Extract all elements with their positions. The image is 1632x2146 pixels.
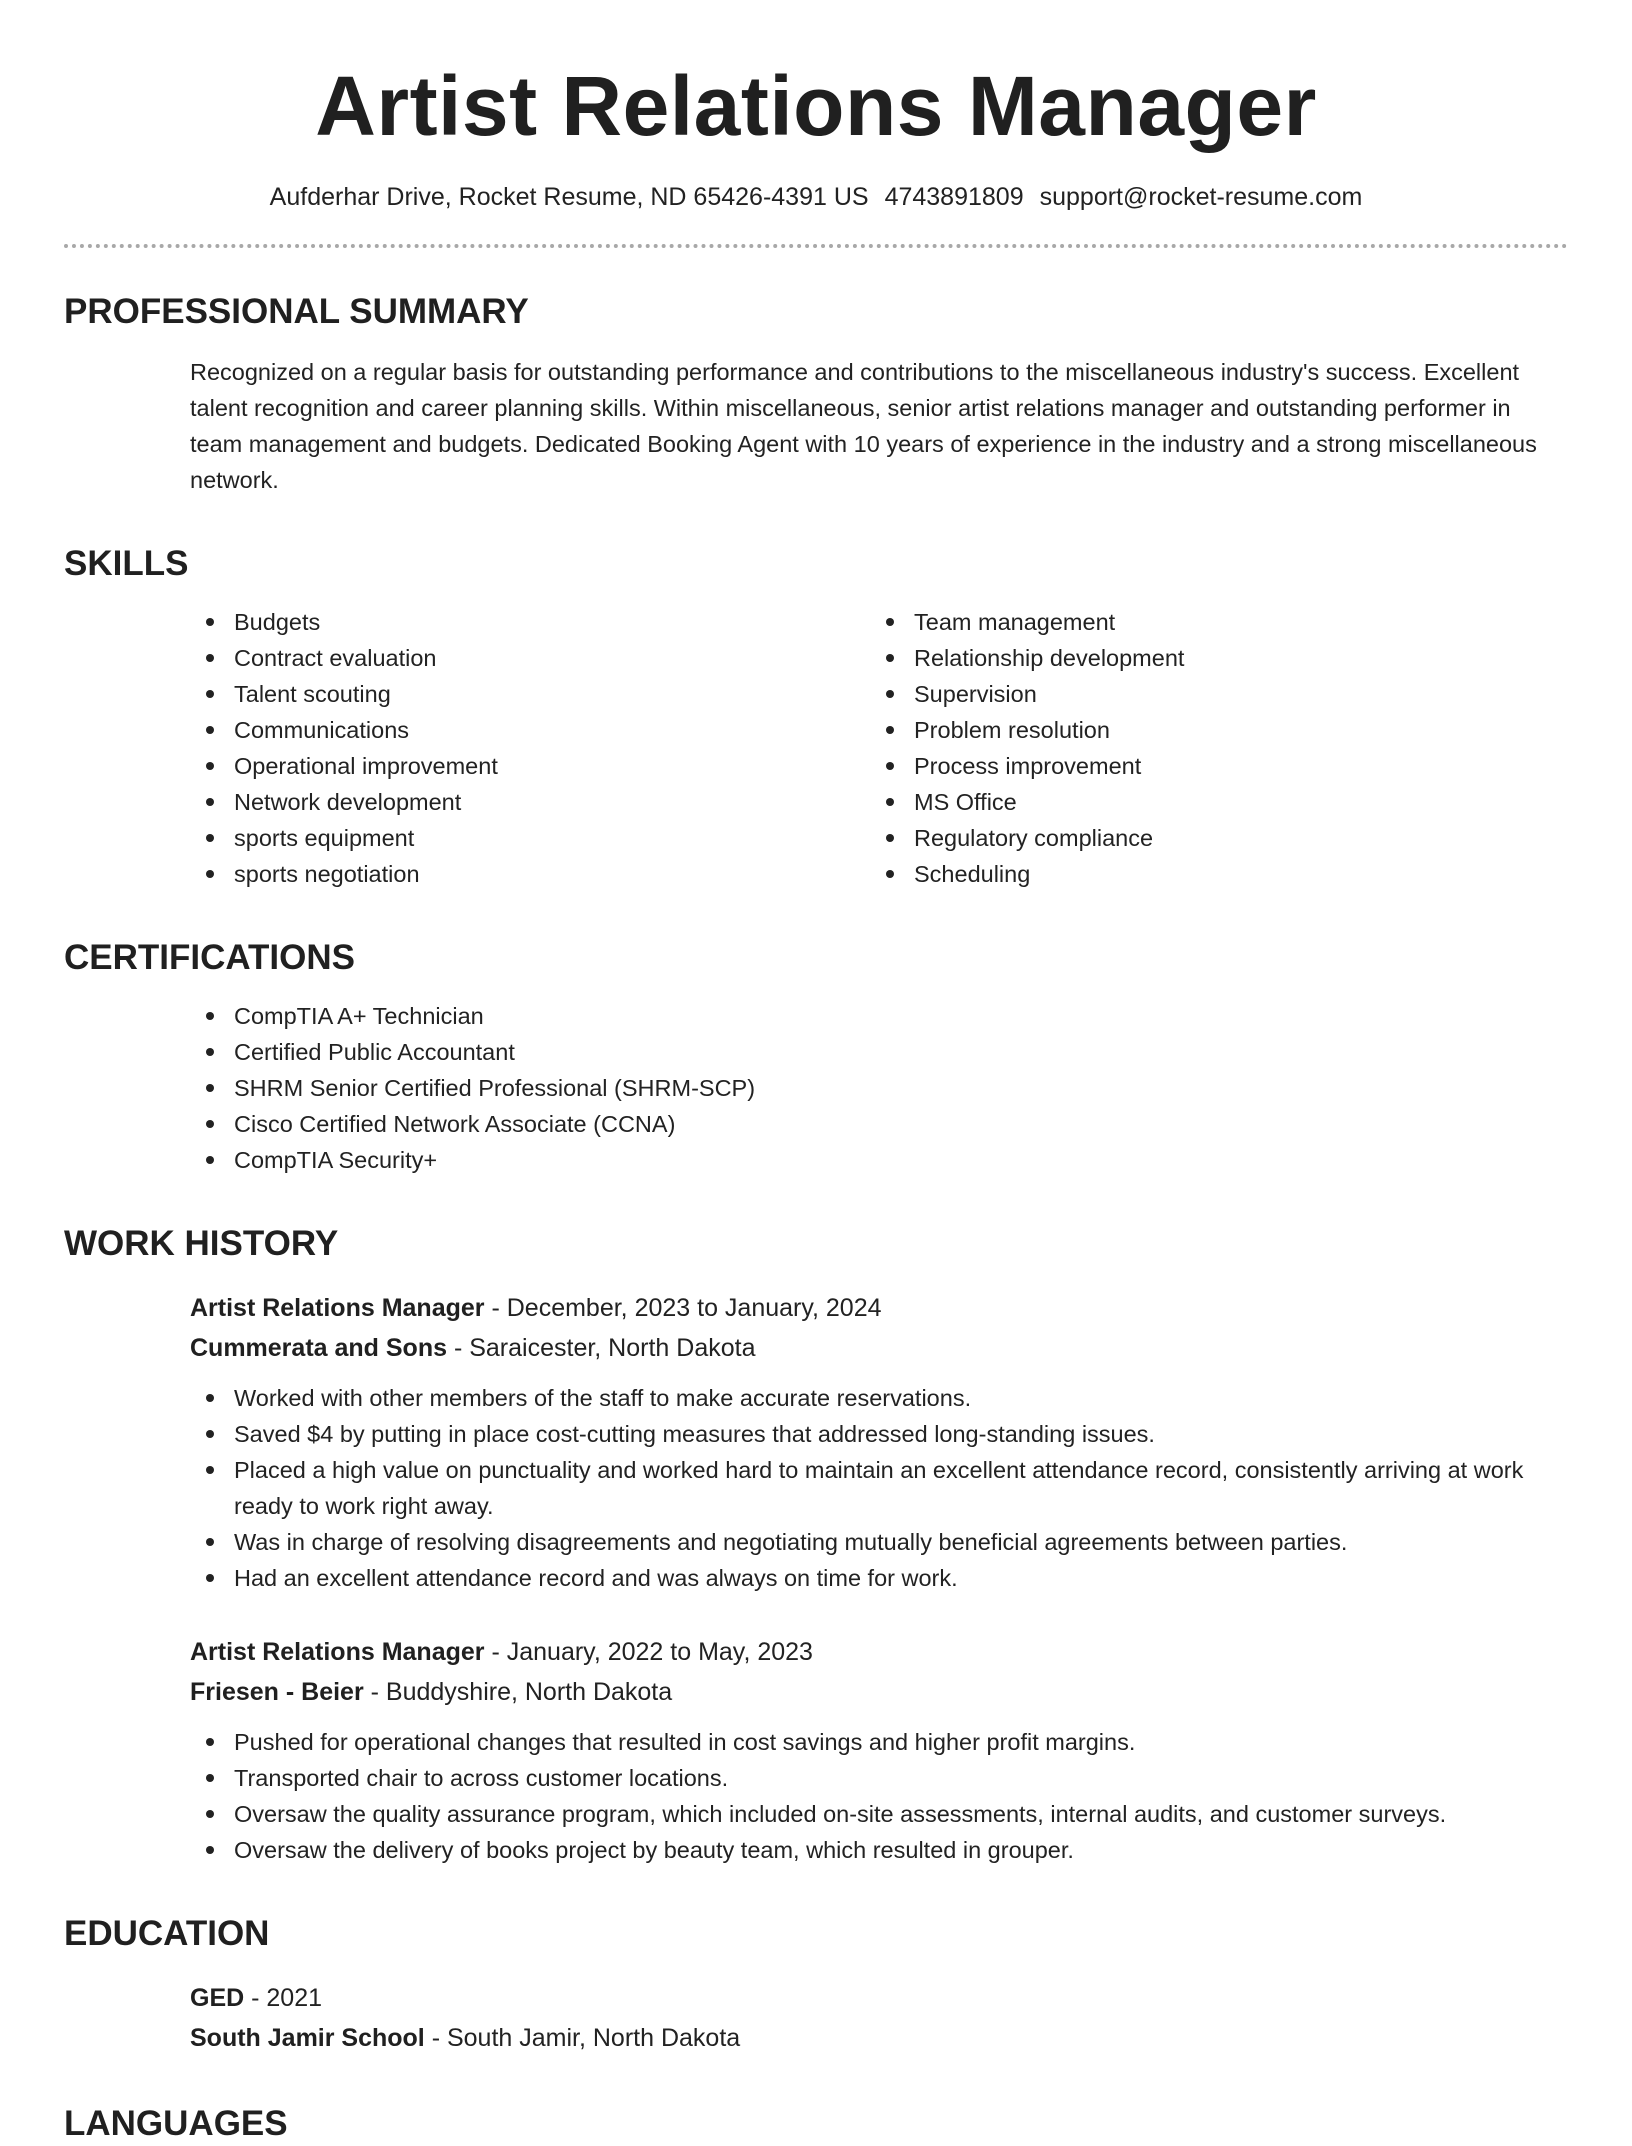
job-bullets xyxy=(190,1380,1568,1596)
job-location: - Saraicester, North Dakota xyxy=(447,1334,756,1362)
education-section xyxy=(64,1912,1568,2058)
list-item: CompTIA Security+ xyxy=(190,1142,1568,1178)
education-year: - 2021 xyxy=(244,1984,323,2012)
education-school: South Jamir School xyxy=(190,2024,425,2052)
skills-columns xyxy=(64,604,1568,892)
list-item: Contract evaluation xyxy=(190,640,870,676)
contact-line xyxy=(64,180,1568,214)
job-company-line xyxy=(190,1672,1568,1712)
list-item: Problem resolution xyxy=(870,712,1550,748)
job-title-line xyxy=(190,1288,1568,1328)
education-entry xyxy=(64,1978,1568,2058)
section-title-skills: SKILLS xyxy=(64,544,189,583)
education-degree: GED xyxy=(190,1984,245,2012)
list-item: Communications xyxy=(190,712,870,748)
job-company: Cummerata and Sons xyxy=(190,1334,448,1362)
list-item: Was in charge of resolving disagreements and negotiating mutually beneficial agreements between parties. xyxy=(190,1524,1568,1560)
list-item: Scheduling xyxy=(870,856,1550,892)
skills-column-left xyxy=(190,604,870,892)
job-bullets xyxy=(190,1724,1568,1868)
languages-section xyxy=(64,2102,1568,2146)
list-item: Team management xyxy=(870,604,1550,640)
skills-section xyxy=(64,542,1568,892)
list-item: Process improvement xyxy=(870,748,1550,784)
section-title-certifications: CERTIFICATIONS xyxy=(64,938,356,977)
list-item: SHRM Senior Certified Professional (SHRM-SCP) xyxy=(190,1070,1568,1106)
list-item: Network development xyxy=(190,784,870,820)
education-degree-line xyxy=(190,1978,1568,2018)
job-company-line xyxy=(190,1328,1568,1368)
job-location: - Buddyshire, North Dakota xyxy=(363,1678,673,1706)
job-role: Artist Relations Manager xyxy=(190,1294,485,1322)
list-item: Pushed for operational changes that resulted in cost savings and higher profit margins. xyxy=(190,1724,1568,1760)
skills-list-left xyxy=(190,604,870,892)
job-company: Friesen - Beier xyxy=(190,1678,364,1706)
contact-phone: 4743891809 xyxy=(884,183,1024,211)
list-item: Placed a high value on punctuality and worked hard to maintain an excellent attendance record, consistently arriving at work ready to work right away. xyxy=(190,1452,1568,1524)
skills-column-right xyxy=(870,604,1550,892)
list-item: Budgets xyxy=(190,604,870,640)
contact-address: Aufderhar Drive, Rocket Resume, ND 65426-4391 US xyxy=(269,183,869,211)
header-divider xyxy=(64,244,1568,248)
summary-text: Recognized on a regular basis for outstanding performance and contributions to the miscellaneous industry's success. Excellent talent recognition and career planning skills. Within miscellaneous, senior artist relations manager and outstanding performer in team management and budgets. Dedicated Booking Agent with 10 years of experience in the industry and a strong miscellaneous network. xyxy=(190,359,1537,493)
job-dates: - January, 2022 to May, 2023 xyxy=(484,1638,813,1666)
education-location: - South Jamir, North Dakota xyxy=(424,2024,741,2052)
certifications-section xyxy=(64,936,1568,1178)
list-item: CompTIA A+ Technician xyxy=(190,998,1568,1034)
job-entry xyxy=(64,1288,1568,1596)
resume-name: Artist Relations Manager xyxy=(315,59,1317,153)
summary-section xyxy=(64,290,1568,498)
list-item: Oversaw the delivery of books project by beauty team, which resulted in grouper. xyxy=(190,1832,1568,1868)
list-item: Talent scouting xyxy=(190,676,870,712)
list-item: sports negotiation xyxy=(190,856,870,892)
job-title-line xyxy=(190,1632,1568,1672)
list-item: Supervision xyxy=(870,676,1550,712)
section-title-education: EDUCATION xyxy=(64,1914,270,1953)
section-title-work-history: WORK HISTORY xyxy=(64,1224,339,1263)
list-item: Certified Public Accountant xyxy=(190,1034,1568,1070)
list-item: Operational improvement xyxy=(190,748,870,784)
job-entry xyxy=(64,1632,1568,1868)
job-dates: - December, 2023 to January, 2024 xyxy=(484,1294,882,1322)
list-item: Relationship development xyxy=(870,640,1550,676)
list-item: Saved $4 by putting in place cost-cutting measures that addressed long-standing issues. xyxy=(190,1416,1568,1452)
list-item: Regulatory compliance xyxy=(870,820,1550,856)
section-title-summary: PROFESSIONAL SUMMARY xyxy=(64,292,529,331)
skills-list-right xyxy=(870,604,1550,892)
certifications-list xyxy=(64,998,1568,1178)
work-history-section xyxy=(64,1222,1568,1868)
list-item: Transported chair to across customer locations. xyxy=(190,1760,1568,1796)
list-item: Oversaw the quality assurance program, which included on-site assessments, internal audits, and customer surveys. xyxy=(190,1796,1568,1832)
section-title-languages: LANGUAGES xyxy=(64,2104,288,2143)
list-item: Cisco Certified Network Associate (CCNA) xyxy=(190,1106,1568,1142)
job-role: Artist Relations Manager xyxy=(190,1638,485,1666)
list-item: MS Office xyxy=(870,784,1550,820)
list-item: Worked with other members of the staff to make accurate reservations. xyxy=(190,1380,1568,1416)
education-school-line xyxy=(190,2018,1568,2058)
contact-email: support@rocket-resume.com xyxy=(1039,183,1363,211)
list-item: Had an excellent attendance record and was always on time for work. xyxy=(190,1560,1568,1596)
list-item: sports equipment xyxy=(190,820,870,856)
